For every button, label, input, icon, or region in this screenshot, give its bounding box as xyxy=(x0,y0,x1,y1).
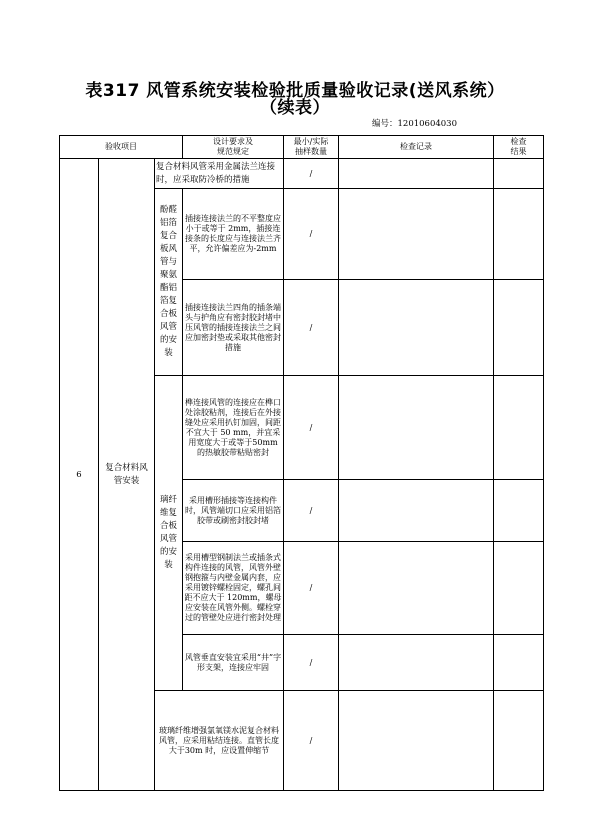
document-number: 编号：12010604030 xyxy=(372,119,457,129)
sample-cell: / xyxy=(284,280,339,376)
record-cell[interactable] xyxy=(339,542,494,635)
sample-cell: / xyxy=(284,635,339,691)
header-sample-line1: 最小/实际 xyxy=(293,137,329,146)
record-cell[interactable] xyxy=(339,159,494,189)
header-result xyxy=(494,136,544,159)
group-label-glassfiber: 璃纤维复合板风管的安装 xyxy=(155,376,183,691)
record-cell[interactable] xyxy=(339,280,494,376)
header-sample xyxy=(284,136,339,159)
requirement-cell: 插接连接法兰的不平整度应小于或等于 2mm，插接连接条的长度应与连接法兰齐平，允许偏差应为-2mm xyxy=(183,189,284,280)
page-subtitle: （续表） xyxy=(260,98,330,118)
requirement-cell: 复合材料风管采用金属法兰连接时，应采取防冷桥的措施 xyxy=(155,159,284,189)
record-cell[interactable] xyxy=(339,376,494,480)
requirement-cell: 风管垂直安装宜采用“井”字形支架，连接应牢固 xyxy=(183,635,284,691)
item-name: 复合材料风管安装 xyxy=(105,462,148,486)
result-cell[interactable] xyxy=(494,159,544,189)
sample-cell: / xyxy=(284,376,339,480)
result-cell[interactable] xyxy=(494,480,544,542)
record-cell[interactable] xyxy=(339,480,494,542)
requirement-cell: 榫连接风管的连接应在榫口处涂胶粘剂，连接后在外接缝处应采用扒钉加固，间距不宜大于 50 mm，并宜采用宽度大于或等于50mm 的热敏胶带粘贴密封 xyxy=(183,376,284,480)
record-cell[interactable] xyxy=(339,189,494,280)
header-sample-line2: 抽样数量 xyxy=(295,147,327,156)
group-label-phenolic: 酚醛铝箔复合板风管与聚氨酯铝箔复合板风管的安装 xyxy=(155,189,183,376)
header-design-line2: 规范规定 xyxy=(217,147,249,156)
sample-cell: / xyxy=(284,691,339,791)
result-cell[interactable] xyxy=(494,691,544,791)
sample-cell: / xyxy=(284,480,339,542)
result-cell[interactable] xyxy=(494,542,544,635)
record-cell[interactable] xyxy=(339,691,494,791)
header-record: 检查记录 xyxy=(339,136,494,159)
header-result-line1: 检查 xyxy=(510,137,527,146)
requirement-cell: 插接连接法兰四角的插条端头与护角应有密封胶封堵中压风管的插接连接法兰之间应加密封垫或采取其他密封措施 xyxy=(183,280,284,376)
header-design-line1: 设计要求及 xyxy=(213,137,253,146)
header-design xyxy=(183,136,284,159)
requirement-cell: 采用槽型钢制法兰或插条式构件连接的风管，风管外壁钢抱箍与内壁金属内套，应采用镀锌螺栓固定，螺孔间距不应大于 120mm，螺母应安装在风管外侧。螺栓穿过的管壁处应进行密封处理 xyxy=(183,542,284,635)
sample-cell: / xyxy=(284,542,339,635)
requirement-cell: 采用槽形插接等连接构件时，风管端切口应采用铝箔胶带或刷密封胶封堵 xyxy=(183,480,284,542)
page-title: 表317 风管系统安装检验批质量验收记录(送风系统） xyxy=(85,81,505,101)
header-item: 验收项目 xyxy=(60,136,183,159)
header-result-line2: 结果 xyxy=(510,147,527,156)
item-cell xyxy=(60,159,155,791)
result-cell[interactable] xyxy=(494,635,544,691)
requirement-cell: 玻璃纤维增强氯氧镁水泥复合材料风管，应采用粘结连接。直管长度大于30m 时，应设置伸缩节 xyxy=(155,691,284,791)
table-row xyxy=(60,159,544,189)
result-cell[interactable] xyxy=(494,189,544,280)
sample-cell: / xyxy=(284,189,339,280)
record-cell[interactable] xyxy=(339,635,494,691)
sample-cell: / xyxy=(284,159,339,189)
item-number: 6 xyxy=(60,159,99,790)
result-cell[interactable] xyxy=(494,376,544,480)
table-header-row xyxy=(60,136,544,159)
acceptance-table xyxy=(59,135,544,791)
result-cell[interactable] xyxy=(494,280,544,376)
